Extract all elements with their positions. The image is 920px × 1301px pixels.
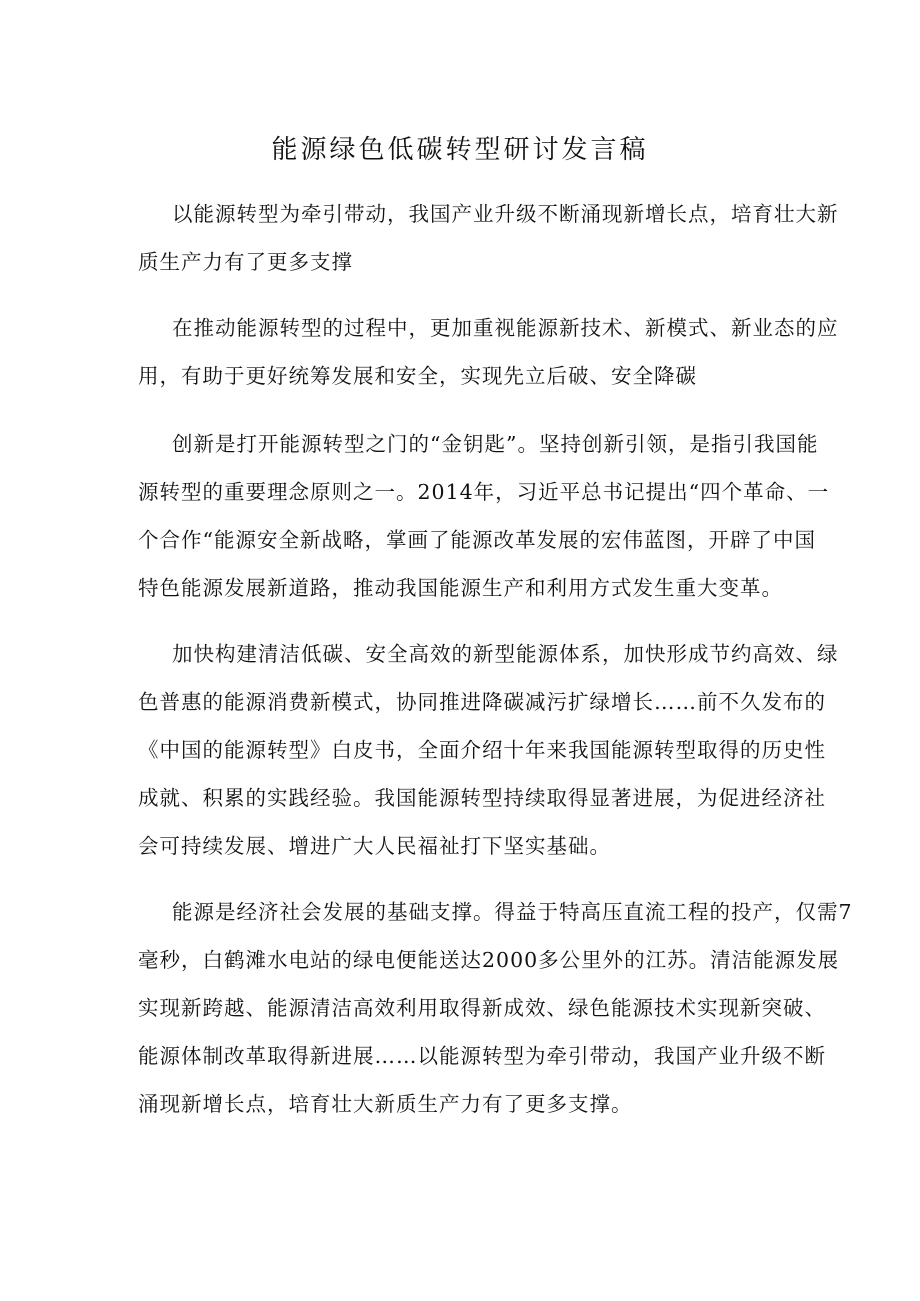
paragraph-line: 用，有助于更好统筹发展和安全，实现先立后破、安全降碳 — [138, 364, 697, 388]
paragraph-line: 个合作“能源安全新战略，掌画了能源改革发展的宏伟蓝图，开辟了中国 — [138, 528, 816, 552]
paragraph-1 — [138, 190, 839, 286]
paragraph-4 — [138, 630, 839, 870]
paragraph-line: 加快构建清洁低碳、安全高效的新型能源体系，加快形成节约高效、绿 — [172, 642, 839, 666]
paragraph-line: 在推动能源转型的过程中，更加重视能源新技术、新模式、新业态的应 — [172, 316, 839, 340]
paragraph-5 — [138, 888, 853, 1128]
paragraph-line: 涌现新增长点，培育壮大新质生产力有了更多支撑。 — [138, 1092, 633, 1116]
paragraph-line: 《中国的能源转型》白皮书，全面介绍十年来我国能源转型取得的历史性 — [138, 738, 826, 762]
paragraph-line: 会可持续发展、增进广大人民福祉打下坚实基础。 — [138, 834, 611, 858]
paragraph-line: 特色能源发展新道路，推动我国能源生产和利用方式发生重大变革。 — [138, 576, 783, 600]
paragraph-line: 以能源转型为牵引带动，我国产业升级不断涌现新增长点，培育壮大新 — [172, 202, 839, 226]
paragraph-line: 创新是打开能源转型之门的“金钥匙”。坚持创新引领，是指引我国能 — [172, 432, 819, 456]
paragraph-line: 实现新跨越、能源清洁高效利用取得新成效、绿色能源技术实现新突破、 — [138, 996, 826, 1020]
paragraph-line: 毫秒，白鹤滩水电站的绿电便能送达2000多公里外的江苏。清洁能源发展 — [138, 948, 840, 972]
paragraph-line: 源转型的重要理念原则之一。2014年，习近平总书记提出“四个革命、一 — [138, 480, 830, 504]
paragraph-line: 成就、积累的实践经验。我国能源转型持续取得显著进展，为促进经济社 — [138, 786, 826, 810]
document-title: 能源绿色低碳转型研讨发言稿 — [271, 135, 649, 165]
paragraph-line: 能源是经济社会发展的基础支撑。得益于特高压直流工程的投产，仅需7 — [172, 900, 853, 924]
paragraph-2 — [138, 304, 839, 400]
paragraph-line: 能源体制改革取得新进展……以能源转型为牵引带动，我国产业升级不断 — [138, 1044, 826, 1068]
paragraph-line: 色普惠的能源消费新模式，协同推进降碳减污扩绿增长……前不久发布的 — [138, 690, 826, 714]
paragraph-3 — [138, 420, 830, 612]
paragraph-line: 质生产力有了更多支撑 — [138, 250, 353, 274]
